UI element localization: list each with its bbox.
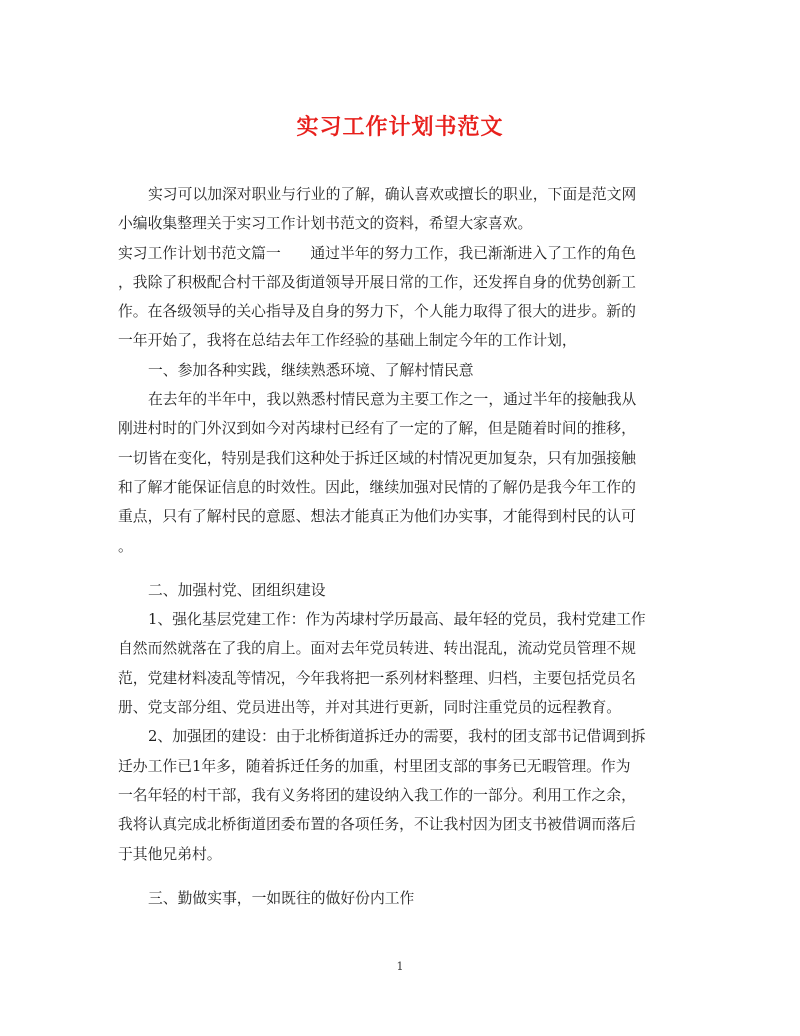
paragraph-line: 作。在各级领导的关心指导及自身的努力下，个人能力取得了很大的进步。新的 <box>118 303 636 321</box>
paragraph-line: 。 <box>118 537 133 555</box>
paragraph-gap <box>118 869 683 884</box>
paragraph-line: 小编收集整理关于实习工作计划书范文的资料，希望大家喜欢。 <box>118 215 533 233</box>
paragraph-line: ，我除了积极配合村干部及街道领导开展日常的工作，还发挥自身的优势创新工 <box>118 273 636 291</box>
paragraph-line: 重点，只有了解村民的意愿、想法才能真正为他们办实事，才能得到村民的认可 <box>118 508 636 526</box>
paragraph-line: 一年开始了，我将在总结去年工作经验的基础上制定今年的工作计划， <box>118 332 577 350</box>
paragraph-line: 我将认真完成北桥街道团委布置的各项任务，不让我村因为团支书被借调而落后 <box>118 816 636 834</box>
document-title: 实习工作计划书范文 <box>296 114 504 140</box>
paragraph-line: 一名年轻的村干部，我有义务将团的建设纳入我工作的一部分。利用工作之余， <box>118 786 636 804</box>
paragraph-line: 2、加强团的建设：由于北桥街道拆迁办的需要，我村的团支部书记借调到拆 <box>148 728 646 746</box>
section-heading: 一、参加各种实践，继续熟悉环境、了解村情民意 <box>148 361 474 379</box>
paragraph-line: 范，党建材料凌乱等情况，今年我将把一系列材料整理、归档，主要包括党员名 <box>118 669 636 687</box>
paragraph-line: 一切皆在变化，特别是我们这种处于拆迁区域的村情况更加复杂，只有加强接触 <box>118 449 636 467</box>
paragraph-line: 在去年的半年中，我以熟悉村情民意为主要工作之一，通过半年的接触我从 <box>148 391 637 409</box>
document-body <box>118 180 683 913</box>
paragraph-line: 迁办工作已1年多，随着拆迁任务的加重，村里团支部的事务已无暇管理。作为 <box>118 757 631 775</box>
paragraph-line: 于其他兄弟村。 <box>118 845 222 863</box>
paragraph-gap <box>118 561 683 576</box>
paragraph-line: 刚进村时的门外汉到如今对芮埭村已经有了一定的了解，但是随着时间的推移， <box>118 420 636 438</box>
paragraph-line: 1、强化基层党建工作：作为芮埭村学历最高、最年轻的党员，我村党建工作 <box>148 611 646 629</box>
paragraph-line: 实习可以加深对职业与行业的了解，确认喜欢或擅长的职业，下面是范文网 <box>148 186 637 203</box>
paragraph-line: 自然而然就落在了我的肩上。面对去年党员转进、转出混乱，流动党员管理不规 <box>118 640 636 658</box>
section-heading: 二、加强村党、团组织建设 <box>148 581 326 599</box>
section-heading: 三、勤做实事，一如既往的做好份内工作 <box>148 889 415 907</box>
paragraph-line: 册、党支部分组、党员进出等，并对其进行更新，同时注重党员的远程教育。 <box>118 699 622 717</box>
page-number: 1 <box>396 960 404 973</box>
paragraph-line: 和了解才能保证信息的时效性。因此，继续加强对民情的了解仍是我今年工作的 <box>118 478 636 496</box>
paragraph-line: 实习工作计划书范文篇一 通过半年的努力工作，我已渐渐进入了工作的角色 <box>118 244 636 262</box>
